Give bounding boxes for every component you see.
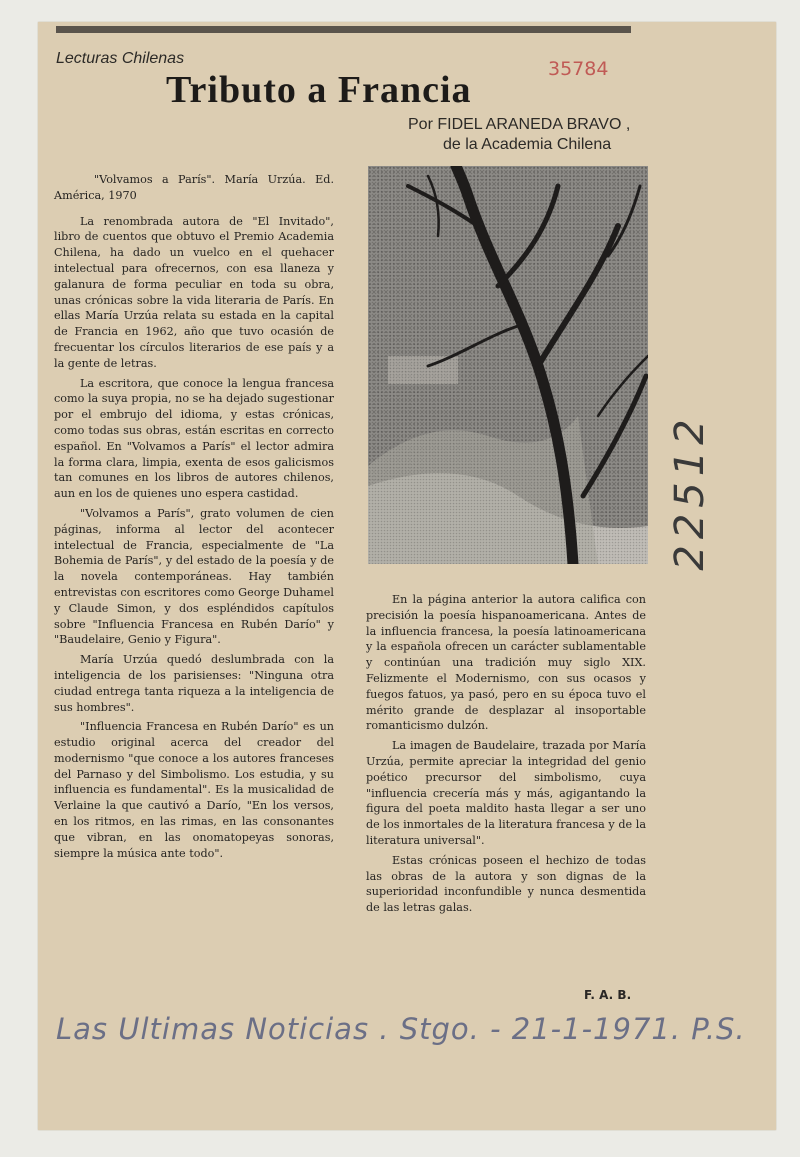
halftone-photo	[368, 166, 648, 564]
author-line: Por FIDEL ARANEDA BRAVO ,	[408, 116, 631, 133]
section-label: Lecturas Chilenas	[56, 50, 185, 67]
left-column	[54, 172, 334, 865]
paragraph: Estas crónicas poseen el hechizo de todas las obras de la autora y son dignas de la superioridad inconfundible y nunca desmentida de las letras galas.	[366, 853, 646, 915]
paragraph: María Urzúa quedó deslumbrada con la inteligencia de los parisienses: "Ninguna otra ciudad entrega tanta riqueza a la inteligencia de sus hombres".	[54, 653, 334, 714]
author-initials: F. A. B.	[584, 988, 632, 1002]
paragraph: "Influencia Francesa en Rubén Darío" es un estudio original acerca del creador del modernismo "que conoce a los autores franceses del Parnaso y del Simbolismo. Los estudia, y su influencia es fundamental". Es la musicalidad de Verlaine la que cautivó a Darío, "En los versos, en los ritmos, en las rimas, en las consonantes que vibran, en las onomatopeyas sonoras, siempre la música ante todo".	[54, 720, 334, 860]
handwritten-number: 35784	[548, 58, 609, 80]
photo-image	[368, 166, 648, 564]
paragraph: La escritora, que conoce la lengua francesa como la suya propia, no se ha dejado sugestionar por el embrujo del idioma, y estas crónicas, como todas sus obras, están escritas en correcto español. En "Volvamos a París" el lector admira la forma clara, limpia, exenta de esos galicismos tan comunes en los libros de autores chilenos, aun en los de quienes uno espera castidad.	[54, 376, 334, 501]
institution-line: de la Academia Chilena	[443, 136, 612, 153]
newspaper-clipping	[38, 22, 776, 1130]
byline	[408, 116, 630, 154]
paragraph: La renombrada autora de "El Invitado", libro de cuentos que obtuvo el Premio Academia Chilena, ha dado un vuelco en el quehacer intelectual para ofrecernos, con esa llaneza y galanura de forma peculiar en toda su obra, unas crónicas sobre la vida literaria de París. En ellas María Urzúa relata su estada en la capital de Francia en 1962, año que tuvo ocasión de frecuentar los círculos literarios de ese país y a la gente de letras.	[54, 214, 334, 370]
vertical-handwritten-number	[650, 372, 730, 612]
paragraph: La imagen de Baudelaire, trazada por María Urzúa, permite apreciar la integridad del genio poético precursor del simbolismo, cuya "influencia crecería más y más, agigantando la figura del poeta maldito hasta llegar a ser uno de los inmortales de la literatura francesa y de la literatura universal".	[366, 739, 646, 847]
vertical-number-text: 22512	[667, 413, 713, 571]
headline: Tributo a Francia	[166, 69, 472, 111]
handwritten-source-note: Las Ultimas Noticias . Stgo. - 21-1-1971. P.S.	[56, 1012, 746, 1046]
paragraph: En la página anterior la autora califica con precisión la poesía hispanoamericana. Antes de la influencia francesa, la poesía latinoamericana y la española ofrecen un carácter sublamentable y continúan una tradición muy siglo XIX. Felizmente el Modernismo, con sus ocasos y fuegos fatuos, ya pasó, pero en su época tuvo el mérito grande de desplazar al insoportable romanticismo dulzón.	[366, 593, 646, 733]
book-reference: "Volvamos a París". María Urzúa. Ed. América, 1970	[54, 173, 334, 202]
right-column	[366, 592, 646, 920]
top-rule	[56, 26, 631, 33]
paragraph: "Volvamos a París", grato volumen de cien páginas, informa al lector del acontecer intelectual de Francia, especialmente de "La Bohemia de París", y del estado de la poesía y de la novela contemporáneas. Hay también entrevistas con escritores como George Duhamel y Claude Simon, y dos espléndidos capítulos sobre "Influencia Francesa en Rubén Darío" y "Baudelaire, Genio y Figura".	[54, 506, 334, 647]
